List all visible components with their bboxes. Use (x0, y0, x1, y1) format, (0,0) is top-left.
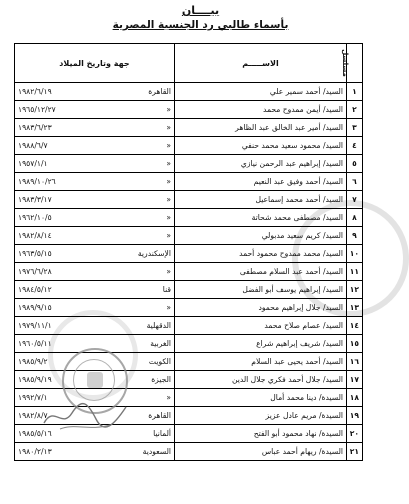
table-row (15, 299, 363, 317)
table-row (15, 227, 363, 245)
birth-date: ١٩٦٠/٥/١١ (18, 339, 52, 348)
birth-place: « (166, 141, 171, 150)
applicant-name (175, 443, 347, 461)
birth-place: « (166, 105, 171, 114)
table-header (15, 44, 363, 83)
birth-info (15, 101, 175, 119)
birth-place: الغربية (150, 339, 171, 348)
birth-date: ١٩٨٩/٩/١٥ (18, 303, 52, 312)
applicant-name-text: السيد/ جلال إبراهيم محمود (258, 303, 343, 312)
birth-info (15, 119, 175, 137)
birth-info (15, 245, 175, 263)
serial-number: ١٧ (347, 371, 363, 389)
serial-number: ١٤ (347, 317, 363, 335)
table-row (15, 101, 363, 119)
table-row (15, 155, 363, 173)
birth-place: الجيزة (151, 375, 171, 384)
birth-place: ألمانيا (153, 429, 171, 438)
serial-number: ٦ (347, 173, 363, 191)
birth-date: ١٩٩٢/٧/١ (18, 393, 48, 402)
serial-number: ١٠ (347, 245, 363, 263)
table-row (15, 191, 363, 209)
birth-info (15, 137, 175, 155)
applicant-name (175, 173, 347, 191)
document-title: بيــــان (181, 4, 220, 17)
applicant-name (175, 299, 347, 317)
birth-info (15, 227, 175, 245)
birth-date: ١٩٨٥/٩/١٩ (18, 375, 52, 384)
birth-date: ١٩٦٣/٥/١٥ (18, 249, 52, 258)
applicant-name (175, 101, 347, 119)
birth-place: قنا (162, 285, 171, 294)
birth-info (15, 155, 175, 173)
birth-date: ١٩٨٨/٦/٧ (18, 141, 48, 150)
applicant-name-text: السيدة/ نهاد محمود أبو الفتح (253, 429, 343, 438)
birth-info (15, 83, 175, 101)
applicant-name-text: السيد/ إبراهيم عبد الرحمن نيازي (240, 159, 343, 168)
header-name: الاســـــم (175, 44, 347, 83)
table-row (15, 83, 363, 101)
applicant-name (175, 335, 347, 353)
serial-number: ٧ (347, 191, 363, 209)
stamp-emblem (87, 372, 103, 388)
birth-date: ١٩٨٣/٣/١٧ (18, 195, 52, 204)
birth-place: الدقهلية (146, 321, 171, 330)
birth-info (15, 317, 175, 335)
applicant-name (175, 245, 347, 263)
applicant-name-text: السيد/ أحمد سمير علي (269, 87, 343, 96)
applicant-name-text: السيد/ جلال أحمد فكري جلال الدين (231, 375, 343, 384)
applicant-name-text: السيدة/ مريم عادل عزيز (265, 411, 343, 420)
serial-number: ١٩ (347, 407, 363, 425)
applicant-name (175, 209, 347, 227)
applicant-name (175, 227, 347, 245)
applicant-name-text: السيد/ شريف إبراهيم شراع (256, 339, 343, 348)
birth-date: ١٩٥٧/١/١ (18, 159, 48, 168)
serial-number: ٨ (347, 209, 363, 227)
birth-date: ١٩٨٥/٥/١٦ (18, 429, 52, 438)
applicant-name (175, 83, 347, 101)
applicant-name-text: السيد/ أحمد يحيى عبد السلام (251, 357, 343, 366)
applicant-name (175, 407, 347, 425)
table-row (15, 245, 363, 263)
serial-number: ١٨ (347, 389, 363, 407)
serial-number: ٤ (347, 137, 363, 155)
birth-date: ١٩٦٢/١٠/٥ (18, 213, 52, 222)
table-row (15, 119, 363, 137)
birth-date: ١٩٨٤/٥/١٢ (18, 285, 52, 294)
birth-place: « (166, 231, 171, 240)
birth-info (15, 281, 175, 299)
table-row (15, 137, 363, 155)
birth-date: ١٩٨٢/٦/١٩ (18, 87, 52, 96)
applicant-name-text: السيد/ كريم سعيد مدبولي (261, 231, 343, 240)
birth-place: السعودية (142, 447, 171, 456)
applicant-name (175, 155, 347, 173)
table-row (15, 281, 363, 299)
table-row (15, 443, 363, 461)
serial-number: ٥ (347, 155, 363, 173)
birth-place: « (166, 195, 171, 204)
serial-number: ١٢ (347, 281, 363, 299)
birth-info (15, 263, 175, 281)
applicant-name-text: السيد/ محمود سعيد محمد حنفي (241, 141, 343, 150)
serial-number: ١٣ (347, 299, 363, 317)
birth-date: ١٩٨٢/٨/٧ (18, 411, 48, 420)
applicant-name (175, 263, 347, 281)
applicant-name-text: السيدة/ ريهام أحمد عباس (261, 447, 343, 456)
applicant-name (175, 371, 347, 389)
birth-place: « (166, 303, 171, 312)
birth-place: « (166, 159, 171, 168)
applicant-name (175, 281, 347, 299)
serial-number: ١٦ (347, 353, 363, 371)
applicant-name (175, 119, 347, 137)
applicant-name-text: السيد/ أمير عبد الخالق عبد الظاهر (235, 123, 343, 132)
document-subtitle: بأسماء طالبي رد الجنسية المصرية (112, 19, 289, 31)
birth-date: ١٩٨٢/٨/١٤ (18, 231, 52, 240)
header-serial: مسلسل (347, 44, 363, 83)
table-row (15, 263, 363, 281)
serial-number: ٢٠ (347, 425, 363, 443)
birth-place: القاهرة (148, 411, 171, 420)
birth-info (15, 299, 175, 317)
applicant-name-text: السيد/ عصام صلاح محمد (264, 321, 343, 330)
table-row (15, 173, 363, 191)
birth-date: ١٩٧٩/١١/١ (18, 321, 52, 330)
serial-number: ١٥ (347, 335, 363, 353)
applicant-name-text: السيد/ مصطفى محمد شحاتة (251, 213, 343, 222)
applicant-name-text: السيد/ أحمد وفيق عبد النعيم (253, 177, 343, 186)
birth-place: « (166, 393, 171, 402)
birth-date: ١٩٨٥/٩/٢ (18, 357, 48, 366)
birth-place: « (166, 123, 171, 132)
serial-number: ١١ (347, 263, 363, 281)
serial-number: ٢ (347, 101, 363, 119)
birth-place: الإسكندرية (137, 249, 171, 258)
birth-place: « (166, 177, 171, 186)
applicant-name-text: السيد/ محمد ممدوح محمود أحمد (239, 249, 343, 258)
birth-place: « (166, 267, 171, 276)
serial-number: ٢١ (347, 443, 363, 461)
birth-place: الكويت (148, 357, 171, 366)
applicant-name (175, 353, 347, 371)
applicant-name (175, 425, 347, 443)
birth-info (15, 191, 175, 209)
applicant-name-text: السيدة/ دينا محمد أمال (270, 393, 343, 402)
applicant-name (175, 137, 347, 155)
birth-info (15, 209, 175, 227)
table-row (15, 317, 363, 335)
applicant-name-text: السيد/ أيمن ممدوح محمد (262, 105, 343, 114)
serial-number: ٩ (347, 227, 363, 245)
serial-number: ٣ (347, 119, 363, 137)
birth-date: ١٩٧٦/٦/٢٨ (18, 267, 52, 276)
birth-date: ١٩٨٠/٢/١٣ (18, 447, 52, 456)
birth-place: « (166, 213, 171, 222)
applicant-name-text: السيد/ أحمد محمد إسماعيل (255, 195, 343, 204)
serial-number: ١ (347, 83, 363, 101)
table-row (15, 209, 363, 227)
signature (40, 395, 130, 435)
birth-place: القاهرة (148, 87, 171, 96)
applicant-name (175, 317, 347, 335)
birth-date: ١٩٦٥/١٢/٢٧ (18, 105, 56, 114)
birth-date: ١٩٨٣/٦/٢٣ (18, 123, 52, 132)
header-birth: جهة وتاريخ الميلاد (15, 44, 175, 83)
birth-info (15, 443, 175, 461)
birth-info (15, 173, 175, 191)
table-row (15, 335, 363, 353)
applicant-name (175, 389, 347, 407)
applicant-name-text: السيد/ إبراهيم يوسف أبو الفضل (242, 285, 343, 294)
applicant-name (175, 191, 347, 209)
birth-date: ١٩٨٩/١٠/٢٦ (18, 177, 56, 186)
applicant-name-text: السيد/ أحمد عبد السلام مصطفى (239, 267, 343, 276)
